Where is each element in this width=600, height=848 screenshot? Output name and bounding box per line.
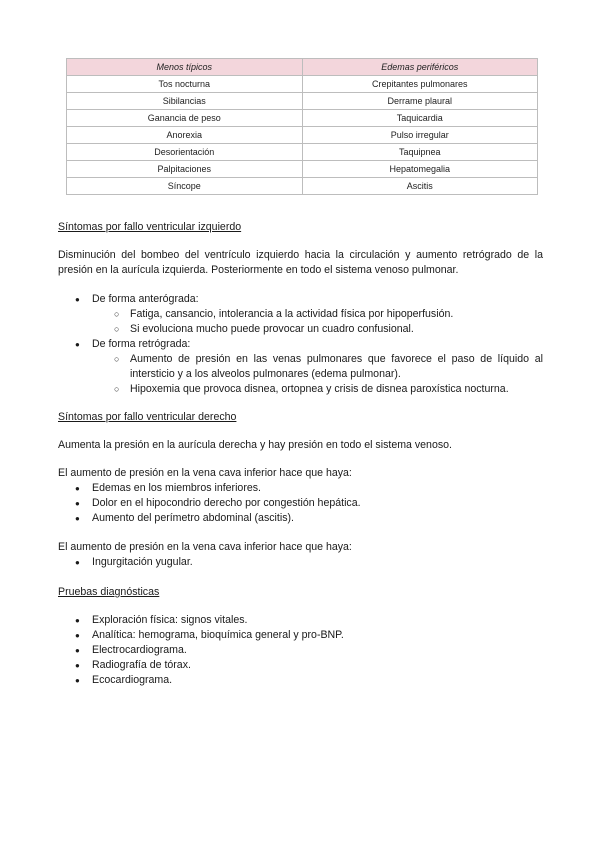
- list-item-text: Electrocardiograma.: [92, 644, 187, 656]
- table-row: [67, 144, 538, 161]
- sub-list-item: [58, 322, 543, 337]
- paragraph-right-failure: Aumenta la presión en la aurícula derecha y hay presión en todo el sistema venoso.: [58, 439, 452, 451]
- table-row: [67, 110, 538, 127]
- table-header-cell: Menos típicos: [67, 59, 303, 76]
- list-item: [58, 673, 543, 688]
- table-cell: Hepatomegalia: [302, 161, 538, 178]
- symptoms-table: [66, 58, 538, 195]
- bullet-icon: ●: [75, 499, 80, 508]
- hollow-bullet-icon: ○: [114, 384, 120, 394]
- sub-list-item: [58, 352, 543, 382]
- list-item: [58, 555, 543, 570]
- table-row: [67, 127, 538, 144]
- table-cell: Crepitantes pulmonares: [302, 76, 538, 93]
- table-cell: Anorexia: [67, 127, 303, 144]
- hollow-bullet-icon: ○: [114, 324, 120, 334]
- list-item: [58, 496, 543, 511]
- table-cell: Taquicardia: [302, 110, 538, 127]
- section-heading-diagnostic-tests: Pruebas diagnósticas: [58, 586, 160, 598]
- table-row: [67, 93, 538, 110]
- bullet-icon: ●: [75, 340, 80, 349]
- right-failure-intro-1: El aumento de presión en la vena cava inferior hace que haya:: [58, 467, 352, 479]
- list-item-text: Ingurgitación yugular.: [92, 556, 193, 568]
- section-heading-left-failure: Síntomas por fallo ventricular izquierdo: [58, 221, 242, 233]
- hollow-bullet-icon: ○: [114, 309, 120, 319]
- table-header-row: [67, 59, 538, 76]
- table-row: [67, 161, 538, 178]
- list-item-text: Analítica: hemograma, bioquímica general y pro-BNP.: [92, 629, 344, 641]
- table-cell: Tos nocturna: [67, 76, 303, 93]
- table-cell: Pulso irregular: [302, 127, 538, 144]
- table-cell: Sibilancias: [67, 93, 303, 110]
- list-item: [58, 658, 543, 673]
- bullet-icon: ●: [75, 661, 80, 670]
- left-failure-list: [58, 292, 543, 397]
- section-heading-right-failure: Síntomas por fallo ventricular derecho: [58, 411, 237, 423]
- table-cell: Ganancia de peso: [67, 110, 303, 127]
- right-failure-intro-2: El aumento de presión en la vena cava inferior hace que haya:: [58, 541, 352, 553]
- sub-list-item: [58, 307, 543, 322]
- sub-list-item-text: Aumento de presión en las venas pulmonares que favorece el paso de líquido al intersticio y a los alveolos pulmonares (edema pulmonar).: [130, 353, 543, 380]
- table-cell: Desorientación: [67, 144, 303, 161]
- sub-list-item-text: Hipoxemia que provoca disnea, ortopnea y crisis de disnea paroxística nocturna.: [130, 383, 509, 395]
- table-cell: Derrame plaural: [302, 93, 538, 110]
- bullet-icon: ●: [75, 676, 80, 685]
- table-cell: Taquipnea: [302, 144, 538, 161]
- table-row: [67, 76, 538, 93]
- list-item: [58, 337, 543, 397]
- diagnostic-tests-list: [58, 613, 543, 688]
- sub-list-item-text: Si evoluciona mucho puede provocar un cuadro confusional.: [130, 323, 414, 335]
- bullet-icon: ●: [75, 484, 80, 493]
- bullet-icon: ●: [75, 295, 80, 304]
- bullet-icon: ●: [75, 514, 80, 523]
- sub-list-item-text: Fatiga, cansancio, intolerancia a la actividad física por hipoperfusión.: [130, 308, 454, 320]
- bullet-icon: ●: [75, 631, 80, 640]
- list-item: [58, 628, 543, 643]
- list-item-text: Dolor en el hipocondrio derecho por congestión hepática.: [92, 497, 361, 509]
- list-item-text: Edemas en los miembros inferiores.: [92, 482, 261, 494]
- table-header-cell: Edemas periféricos: [302, 59, 538, 76]
- table-cell: Palpitaciones: [67, 161, 303, 178]
- list-item: [58, 511, 543, 526]
- list-item: [58, 613, 543, 628]
- list-item-label: De forma retrógrada:: [92, 338, 191, 350]
- list-item: [58, 481, 543, 496]
- list-item-text: Aumento del perímetro abdominal (ascitis).: [92, 512, 294, 524]
- bullet-icon: ●: [75, 616, 80, 625]
- hollow-bullet-icon: ○: [114, 354, 120, 364]
- paragraph-left-failure: Disminución del bombeo del ventrículo izquierdo hacia la circulación y aumento retrógrado de la presión en la aurícula izquierda. Posteriormente en todo el sistema venoso pulmonar.: [58, 249, 543, 276]
- list-item-text: Radiografía de tórax.: [92, 659, 191, 671]
- table-row: [67, 178, 538, 195]
- list-item-label: De forma anterógrada:: [92, 293, 199, 305]
- list-item-text: Exploración física: signos vitales.: [92, 614, 248, 626]
- bullet-icon: ●: [75, 558, 80, 567]
- right-failure-list-1: [58, 481, 543, 526]
- list-item-text: Ecocardiograma.: [92, 674, 173, 686]
- list-item: [58, 643, 543, 658]
- right-failure-list-2: [58, 555, 543, 570]
- list-item: [58, 292, 543, 337]
- bullet-icon: ●: [75, 646, 80, 655]
- table-cell: Síncope: [67, 178, 303, 195]
- sub-list-item: [58, 382, 543, 397]
- table-cell: Ascitis: [302, 178, 538, 195]
